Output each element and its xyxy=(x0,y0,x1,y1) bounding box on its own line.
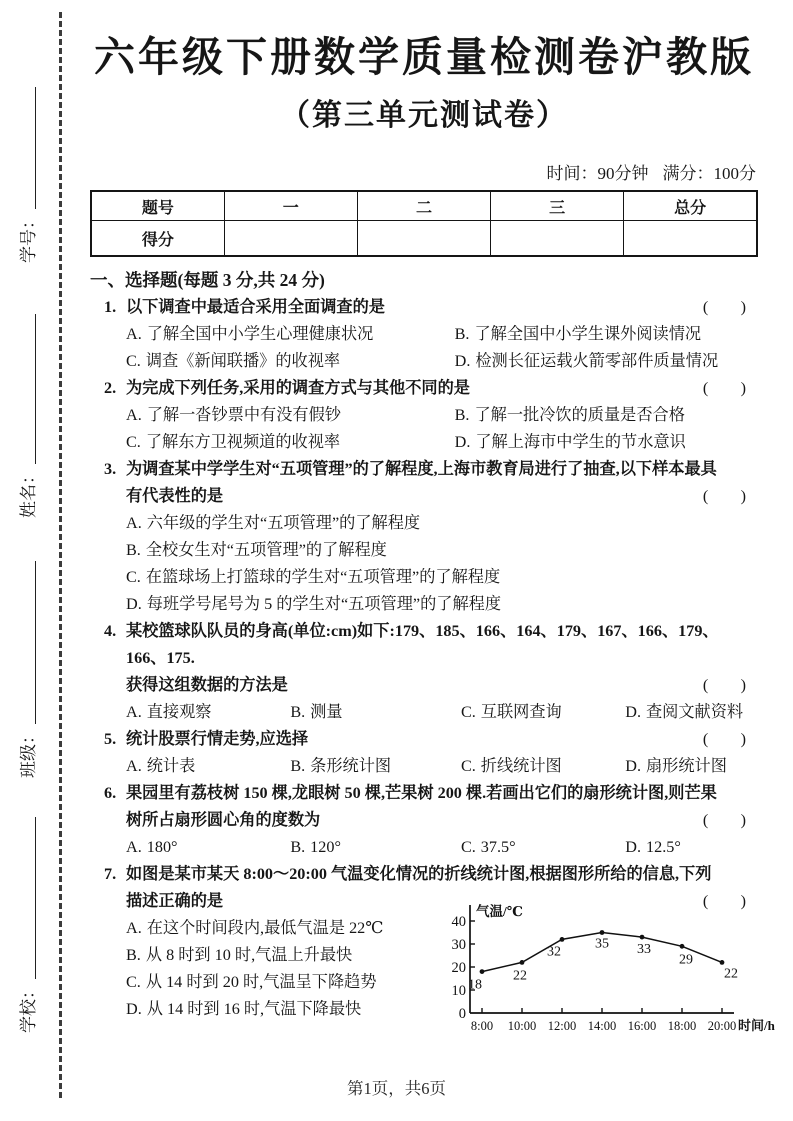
option-label: C. xyxy=(126,568,141,586)
option-text: 扇形统计图 xyxy=(646,757,727,775)
option-b xyxy=(126,942,450,969)
answer-bracket: ( ) xyxy=(702,487,746,505)
option-label: B. xyxy=(126,541,141,559)
option-text: 条形统计图 xyxy=(310,757,392,775)
option-text: 12.5° xyxy=(646,838,681,856)
question-stem: 为完成下列任务,采用的调查方式与其他不同的是 xyxy=(126,379,470,397)
option-label: C. xyxy=(126,433,141,451)
question-stem: 某校篮球队队员的身高(单位:cm)如下:179、185、166、164、179、167、166、179、166、175. xyxy=(126,622,719,667)
option-label: A. xyxy=(126,325,142,343)
class-label: 班级： xyxy=(19,727,38,778)
sidebar-field-name xyxy=(14,314,39,518)
svg-text:8:00: 8:00 xyxy=(470,1019,494,1033)
question-2 xyxy=(90,375,758,456)
answer-bracket: ( ) xyxy=(702,676,746,694)
option-label: B. xyxy=(454,325,470,343)
options xyxy=(126,510,758,618)
option-text: 互联网查询 xyxy=(480,703,562,721)
option-b xyxy=(455,402,758,429)
score-table-header-cell: 一 xyxy=(224,191,357,221)
option-label: A. xyxy=(126,514,142,532)
question-stem: 获得这组数据的方法是 xyxy=(126,676,288,694)
question-stem: 树所占扇形圆心角的度数为 xyxy=(126,811,321,829)
sidebar-field-class xyxy=(14,561,39,778)
option-label: D. xyxy=(625,703,641,721)
svg-text:32: 32 xyxy=(547,944,561,960)
section-heading-main: 一、选择题 xyxy=(90,270,178,290)
question-stem: 果园里有荔枝树 150 棵,龙眼树 50 棵,芒果树 200 棵.若画出它们的扇形统计图,则芒果 xyxy=(126,784,717,802)
question-4 xyxy=(90,618,758,726)
svg-text:20:00: 20:00 xyxy=(707,1019,737,1033)
option-d xyxy=(455,429,758,456)
option-text: 直接观察 xyxy=(146,703,212,721)
option-text: 每班学号尾号为 5 的学生对“五项管理”的了解程度 xyxy=(146,595,502,613)
school-blank xyxy=(33,817,36,979)
question-number: 2. xyxy=(104,379,117,397)
option-label: C. xyxy=(126,973,141,991)
option-a xyxy=(126,510,758,537)
option-a xyxy=(126,915,450,942)
option-label: B. xyxy=(126,946,141,964)
option-label: D. xyxy=(625,838,641,856)
option-text: 了解一批冷饮的质量是否合格 xyxy=(474,406,685,424)
options xyxy=(126,402,758,456)
question-number: 1. xyxy=(104,298,117,316)
question-stem: 描述正确的是 xyxy=(126,892,224,910)
option-label: D. xyxy=(625,757,641,775)
option-label: A. xyxy=(126,838,142,856)
option-a xyxy=(126,699,290,726)
paper-content xyxy=(90,26,775,1039)
score-cell xyxy=(624,221,757,257)
name-blank xyxy=(33,314,36,464)
class-blank xyxy=(33,561,36,724)
options xyxy=(126,321,758,375)
option-a xyxy=(126,321,455,348)
option-label: B. xyxy=(290,703,306,721)
option-text: 了解一沓钞票中有没有假钞 xyxy=(146,406,341,424)
question-6 xyxy=(90,780,758,861)
svg-text:40: 40 xyxy=(451,914,466,930)
svg-text:33: 33 xyxy=(637,942,651,958)
option-c xyxy=(461,699,625,726)
svg-text:14:00: 14:00 xyxy=(587,1019,617,1033)
option-c xyxy=(126,969,450,996)
option-label: D. xyxy=(126,595,142,613)
option-text: 从 14 时到 20 时,气温呈下降趋势 xyxy=(145,973,377,991)
option-text: 了解全国中小学生心理健康状况 xyxy=(146,325,374,343)
option-text: 调查《新闻联播》的收视率 xyxy=(145,352,341,370)
option-text: 测量 xyxy=(310,703,343,721)
score-row-label: 得分 xyxy=(91,221,224,257)
score-cell xyxy=(357,221,490,257)
question-1 xyxy=(90,294,758,375)
option-c xyxy=(126,564,758,591)
question-stem: 以下调查中最适合采用全面调查的是 xyxy=(126,298,385,316)
option-text: 在篮球场上打篮球的学生对“五项管理”的了解程度 xyxy=(145,568,501,586)
svg-text:20: 20 xyxy=(451,960,466,976)
svg-text:0: 0 xyxy=(458,1006,466,1022)
svg-text:22: 22 xyxy=(724,966,738,982)
option-text: 统计表 xyxy=(146,757,196,775)
option-text: 了解全国中小学生课外阅读情况 xyxy=(474,325,702,343)
score-table-header-cell: 题号 xyxy=(91,191,224,221)
option-text: 折线统计图 xyxy=(480,757,562,775)
question-stem: 如图是某市某天 8:00～20:00 气温变化情况的折线统计图,根据图形所给的信息,下列 xyxy=(126,865,712,883)
question-number: 7. xyxy=(104,865,117,883)
option-label: A. xyxy=(126,703,142,721)
option-d xyxy=(625,753,758,780)
option-text: 从 14 时到 16 时,气温下降最快 xyxy=(146,1000,362,1018)
paper-title: 六年级下册数学质量检测卷沪教版 xyxy=(94,34,754,80)
svg-text:29: 29 xyxy=(679,952,693,968)
option-label: B. xyxy=(290,838,306,856)
option-d xyxy=(455,348,758,375)
option-text: 了解东方卫视频道的收视率 xyxy=(145,433,341,451)
sidebar-field-student-id xyxy=(14,87,39,263)
option-b xyxy=(290,834,461,861)
name-label: 姓名： xyxy=(19,467,38,518)
full-score: 满分：100分 xyxy=(662,164,756,183)
score-table-header-cell: 三 xyxy=(491,191,624,221)
option-text: 120° xyxy=(310,838,341,856)
option-b xyxy=(126,537,758,564)
question-stem: 有代表性的是 xyxy=(126,487,224,505)
option-c xyxy=(461,753,625,780)
question-number: 6. xyxy=(104,784,117,802)
svg-text:12:00: 12:00 xyxy=(547,1019,577,1033)
svg-text:18: 18 xyxy=(468,977,482,993)
option-text: 从 8 时到 10 时,气温上升最快 xyxy=(145,946,353,964)
answer-bracket: ( ) xyxy=(702,379,746,397)
svg-text:10: 10 xyxy=(451,983,466,999)
temperature-line-chart xyxy=(450,901,780,1039)
answer-bracket: ( ) xyxy=(702,892,746,910)
paper-subtitle: （第三单元测试卷） xyxy=(280,99,568,132)
option-text: 查阅文献资料 xyxy=(646,703,744,721)
option-text: 180° xyxy=(146,838,178,856)
section-heading xyxy=(90,268,758,292)
sidebar-field-school xyxy=(14,817,39,1033)
option-a xyxy=(126,834,290,861)
page-footer: 第1页，共6页 xyxy=(347,1079,446,1098)
svg-text:30: 30 xyxy=(451,937,466,953)
option-a xyxy=(126,402,455,429)
svg-text:10:00: 10:00 xyxy=(507,1019,537,1033)
question-7 xyxy=(90,861,775,1039)
section-heading-note: (每题 3 分,共 24 分) xyxy=(177,270,325,290)
score-table-header-cell: 总分 xyxy=(624,191,757,221)
svg-text:时间/h: 时间/h xyxy=(738,1018,775,1033)
option-label: B. xyxy=(290,757,306,775)
option-label: A. xyxy=(126,406,142,424)
svg-text:气温/℃: 气温/℃ xyxy=(476,904,523,919)
option-d xyxy=(625,834,758,861)
answer-bracket: ( ) xyxy=(702,298,746,316)
option-text: 在这个时间段内,最低气温是 22℃ xyxy=(146,919,384,937)
question-number: 4. xyxy=(104,622,117,640)
options xyxy=(126,699,758,726)
student-id-label: 学号： xyxy=(19,212,38,263)
option-text: 37.5° xyxy=(480,838,516,856)
option-text: 全校女生对“五项管理”的了解程度 xyxy=(145,541,387,559)
question-number: 3. xyxy=(104,460,117,478)
option-label: C. xyxy=(460,757,476,775)
svg-text:22: 22 xyxy=(513,968,527,984)
option-text: 检测长征运载火箭零部件质量情况 xyxy=(475,352,719,370)
option-label: C. xyxy=(126,352,141,370)
answer-bracket: ( ) xyxy=(702,811,746,829)
svg-text:16:00: 16:00 xyxy=(627,1019,657,1033)
option-label: A. xyxy=(126,757,142,775)
option-label: D. xyxy=(126,1000,142,1018)
svg-text:35: 35 xyxy=(595,936,609,952)
time-limit: 时间：90分钟 xyxy=(546,164,649,183)
score-cell xyxy=(224,221,357,257)
option-label: A. xyxy=(126,919,142,937)
option-b xyxy=(290,753,461,780)
option-text: 了解上海市中学生的节水意识 xyxy=(475,433,686,451)
option-text: 六年级的学生对“五项管理”的了解程度 xyxy=(146,514,421,532)
student-id-blank xyxy=(33,87,36,209)
paper-meta xyxy=(90,163,758,184)
option-a xyxy=(126,753,290,780)
fold-dashed-line xyxy=(59,12,62,1098)
question-stem: 统计股票行情走势,应选择 xyxy=(126,730,309,748)
option-label: C. xyxy=(460,838,476,856)
question-5 xyxy=(90,726,758,780)
option-c xyxy=(126,348,455,375)
option-d xyxy=(126,996,450,1023)
option-label: D. xyxy=(454,352,471,370)
score-table xyxy=(90,190,758,257)
options xyxy=(126,753,758,780)
answer-bracket: ( ) xyxy=(702,730,746,748)
option-d xyxy=(625,699,758,726)
question-list xyxy=(90,294,775,1039)
svg-text:18:00: 18:00 xyxy=(667,1019,697,1033)
question-number: 5. xyxy=(104,730,117,748)
option-label: C. xyxy=(460,703,476,721)
option-label: D. xyxy=(454,433,471,451)
options xyxy=(126,834,758,861)
option-b xyxy=(455,321,758,348)
option-b xyxy=(290,699,461,726)
score-table-header-cell: 二 xyxy=(357,191,490,221)
options xyxy=(126,915,450,1023)
school-label: 学校： xyxy=(19,982,38,1033)
score-cell xyxy=(491,221,624,257)
option-c xyxy=(461,834,625,861)
question-3 xyxy=(90,456,758,618)
option-c xyxy=(126,429,455,456)
option-d xyxy=(126,591,758,618)
question-stem: 为调查某中学学生对“五项管理”的了解程度,上海市教育局进行了抽查,以下样本最具 xyxy=(126,460,717,478)
option-label: B. xyxy=(454,406,470,424)
